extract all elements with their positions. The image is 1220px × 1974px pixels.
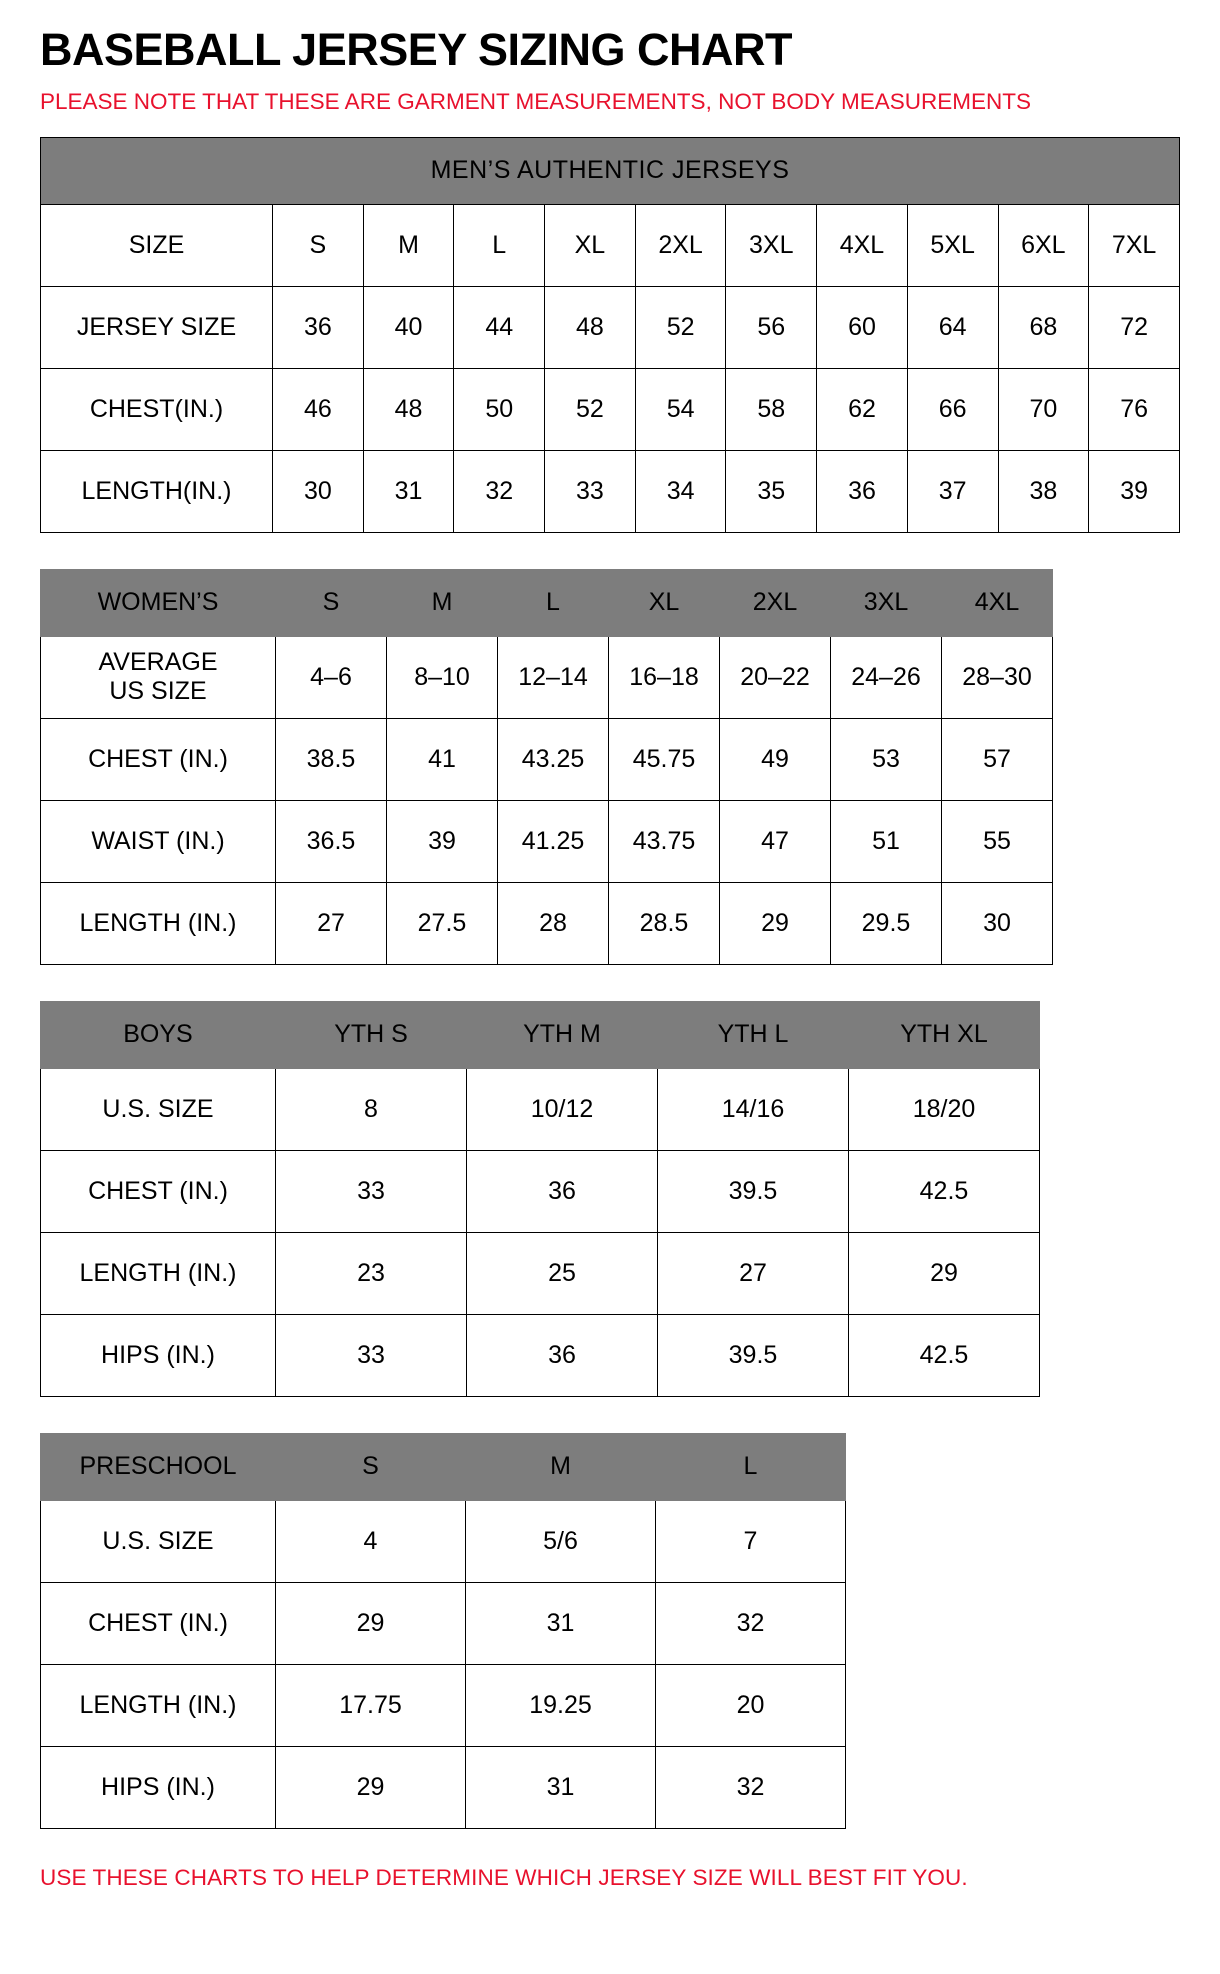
- table-cell: 43.75: [609, 800, 720, 882]
- table-cell: 41.25: [498, 800, 609, 882]
- boys-header-row: [41, 1001, 1040, 1068]
- table-row: [41, 1746, 846, 1828]
- table-cell: 55: [942, 800, 1053, 882]
- boys-sizing-table: [40, 1001, 1040, 1397]
- table-row: [41, 1314, 1040, 1396]
- table-row: [41, 1068, 1040, 1150]
- boys-size-yth-m: YTH M: [467, 1001, 658, 1068]
- table-cell: 39: [1089, 450, 1180, 532]
- table-cell: 32: [656, 1582, 846, 1664]
- table-cell: 66: [907, 368, 998, 450]
- table-row: [41, 450, 1180, 532]
- table-cell: 32: [454, 450, 545, 532]
- table-cell: 28: [498, 882, 609, 964]
- mens-sizing-table: [40, 137, 1180, 533]
- table-row: [41, 1582, 846, 1664]
- mens-row-label-length: LENGTH(IN.): [41, 450, 273, 532]
- table-cell: 12–14: [498, 636, 609, 718]
- table-cell: 72: [1089, 286, 1180, 368]
- garment-measurement-note: PLEASE NOTE THAT THESE ARE GARMENT MEASUREMENTS, NOT BODY MEASUREMENTS: [40, 89, 1032, 115]
- table-cell: 39: [387, 800, 498, 882]
- preschool-row-label-chest: CHEST (IN.): [41, 1582, 276, 1664]
- table-cell: 45.75: [609, 718, 720, 800]
- table-cell: 70: [998, 368, 1089, 450]
- table-row: [41, 1500, 846, 1582]
- table-cell: 52: [635, 286, 726, 368]
- table-row: [41, 636, 1053, 718]
- womens-row-label-chest: CHEST (IN.): [41, 718, 276, 800]
- table-row: [41, 1664, 846, 1746]
- table-cell: 68: [998, 286, 1089, 368]
- table-cell: 39.5: [658, 1150, 849, 1232]
- table-cell: 36: [467, 1314, 658, 1396]
- mens-size-s: S: [273, 204, 364, 286]
- table-cell: 8–10: [387, 636, 498, 718]
- mens-size-header-row: [41, 204, 1180, 286]
- table-cell: 30: [942, 882, 1053, 964]
- table-cell: 44: [454, 286, 545, 368]
- preschool-size-l: L: [656, 1433, 846, 1500]
- preschool-row-label-length: LENGTH (IN.): [41, 1664, 276, 1746]
- table-cell: 76: [1089, 368, 1180, 450]
- womens-size-4xl: 4XL: [942, 569, 1053, 636]
- table-cell: 57: [942, 718, 1053, 800]
- table-cell: 20–22: [720, 636, 831, 718]
- table-cell: 23: [276, 1232, 467, 1314]
- table-cell: 32: [656, 1746, 846, 1828]
- table-cell: 42.5: [849, 1150, 1040, 1232]
- table-cell: 4: [276, 1500, 466, 1582]
- page-title: BASEBALL JERSEY SIZING CHART: [40, 24, 792, 75]
- table-cell: 46: [273, 368, 364, 450]
- womens-size-3xl: 3XL: [831, 569, 942, 636]
- table-cell: 43.25: [498, 718, 609, 800]
- mens-size-l: L: [454, 204, 545, 286]
- table-cell: 62: [817, 368, 908, 450]
- table-cell: 16–18: [609, 636, 720, 718]
- table-cell: 25: [467, 1232, 658, 1314]
- table-cell: 20: [656, 1664, 846, 1746]
- preschool-header-label: PRESCHOOL: [41, 1433, 276, 1500]
- womens-header-label: WOMEN’S: [41, 569, 276, 636]
- mens-size-3xl: 3XL: [726, 204, 817, 286]
- table-cell: 14/16: [658, 1068, 849, 1150]
- table-row: [41, 800, 1053, 882]
- preschool-size-s: S: [276, 1433, 466, 1500]
- womens-size-m: M: [387, 569, 498, 636]
- table-cell: 31: [466, 1746, 656, 1828]
- preschool-row-label-hips: HIPS (IN.): [41, 1746, 276, 1828]
- table-cell: 49: [720, 718, 831, 800]
- table-cell: 27: [658, 1232, 849, 1314]
- preschool-size-m: M: [466, 1433, 656, 1500]
- table-cell: 27: [276, 882, 387, 964]
- table-cell: 35: [726, 450, 817, 532]
- boys-row-label-length: LENGTH (IN.): [41, 1232, 276, 1314]
- mens-size-5xl: 5XL: [907, 204, 998, 286]
- table-cell: 51: [831, 800, 942, 882]
- table-cell: 33: [276, 1314, 467, 1396]
- womens-row-label-average-us-size: [41, 636, 276, 718]
- mens-size-label: SIZE: [41, 204, 273, 286]
- table-cell: 36: [817, 450, 908, 532]
- table-row: [41, 882, 1053, 964]
- womens-row-label-line2: US SIZE: [109, 677, 207, 705]
- table-cell: 33: [276, 1150, 467, 1232]
- table-cell: 36: [467, 1150, 658, 1232]
- table-cell: 34: [635, 450, 726, 532]
- table-cell: 56: [726, 286, 817, 368]
- table-cell: 36.5: [276, 800, 387, 882]
- table-cell: 31: [363, 450, 454, 532]
- womens-size-xl: XL: [609, 569, 720, 636]
- table-cell: 39.5: [658, 1314, 849, 1396]
- table-cell: 7: [656, 1500, 846, 1582]
- table-cell: 53: [831, 718, 942, 800]
- table-cell: 40: [363, 286, 454, 368]
- table-cell: 52: [545, 368, 636, 450]
- footer-note: USE THESE CHARTS TO HELP DETERMINE WHICH JERSEY SIZE WILL BEST FIT YOU.: [40, 1864, 968, 1890]
- mens-row-label-chest: CHEST(IN.): [41, 368, 273, 450]
- table-cell: 30: [273, 450, 364, 532]
- table-cell: 29: [720, 882, 831, 964]
- table-cell: 58: [726, 368, 817, 450]
- table-cell: 42.5: [849, 1314, 1040, 1396]
- womens-row-label-waist: WAIST (IN.): [41, 800, 276, 882]
- boys-size-yth-l: YTH L: [658, 1001, 849, 1068]
- table-cell: 37: [907, 450, 998, 532]
- womens-row-label-length: LENGTH (IN.): [41, 882, 276, 964]
- mens-banner-row: [41, 137, 1180, 204]
- table-cell: 38.5: [276, 718, 387, 800]
- preschool-row-label-us-size: U.S. SIZE: [41, 1500, 276, 1582]
- table-cell: 4–6: [276, 636, 387, 718]
- table-cell: 29: [276, 1746, 466, 1828]
- table-cell: 17.75: [276, 1664, 466, 1746]
- table-cell: 27.5: [387, 882, 498, 964]
- table-cell: 28.5: [609, 882, 720, 964]
- table-cell: 24–26: [831, 636, 942, 718]
- womens-row-label-line1: AVERAGE: [98, 648, 218, 677]
- mens-row-label-jersey-size: JERSEY SIZE: [41, 286, 273, 368]
- mens-banner: MEN’S AUTHENTIC JERSEYS: [41, 137, 1180, 204]
- table-cell: 47: [720, 800, 831, 882]
- boys-header-label: BOYS: [41, 1001, 276, 1068]
- mens-size-7xl: 7XL: [1089, 204, 1180, 286]
- table-row: [41, 1150, 1040, 1232]
- table-cell: 36: [273, 286, 364, 368]
- table-cell: 41: [387, 718, 498, 800]
- womens-size-l: L: [498, 569, 609, 636]
- table-row: [41, 1232, 1040, 1314]
- womens-size-s: S: [276, 569, 387, 636]
- boys-row-label-us-size: U.S. SIZE: [41, 1068, 276, 1150]
- table-cell: 60: [817, 286, 908, 368]
- womens-sizing-table: [40, 569, 1053, 965]
- table-cell: 5/6: [466, 1500, 656, 1582]
- mens-size-6xl: 6XL: [998, 204, 1089, 286]
- table-cell: 28–30: [942, 636, 1053, 718]
- table-row: [41, 286, 1180, 368]
- preschool-header-row: [41, 1433, 846, 1500]
- table-cell: 18/20: [849, 1068, 1040, 1150]
- boys-row-label-chest: CHEST (IN.): [41, 1150, 276, 1232]
- mens-size-xl: XL: [545, 204, 636, 286]
- table-cell: 64: [907, 286, 998, 368]
- table-row: [41, 718, 1053, 800]
- table-cell: 38: [998, 450, 1089, 532]
- table-row: [41, 368, 1180, 450]
- womens-size-2xl: 2XL: [720, 569, 831, 636]
- table-cell: 31: [466, 1582, 656, 1664]
- table-cell: 54: [635, 368, 726, 450]
- womens-header-row: [41, 569, 1053, 636]
- table-cell: 19.25: [466, 1664, 656, 1746]
- table-cell: 33: [545, 450, 636, 532]
- table-cell: 29: [849, 1232, 1040, 1314]
- table-cell: 50: [454, 368, 545, 450]
- mens-size-2xl: 2XL: [635, 204, 726, 286]
- table-cell: 48: [545, 286, 636, 368]
- table-cell: 8: [276, 1068, 467, 1150]
- boys-row-label-hips: HIPS (IN.): [41, 1314, 276, 1396]
- table-cell: 29: [276, 1582, 466, 1664]
- mens-size-4xl: 4XL: [817, 204, 908, 286]
- boys-size-yth-xl: YTH XL: [849, 1001, 1040, 1068]
- preschool-sizing-table: [40, 1433, 846, 1829]
- table-cell: 10/12: [467, 1068, 658, 1150]
- mens-size-m: M: [363, 204, 454, 286]
- table-cell: 48: [363, 368, 454, 450]
- boys-size-yth-s: YTH S: [276, 1001, 467, 1068]
- table-cell: 29.5: [831, 882, 942, 964]
